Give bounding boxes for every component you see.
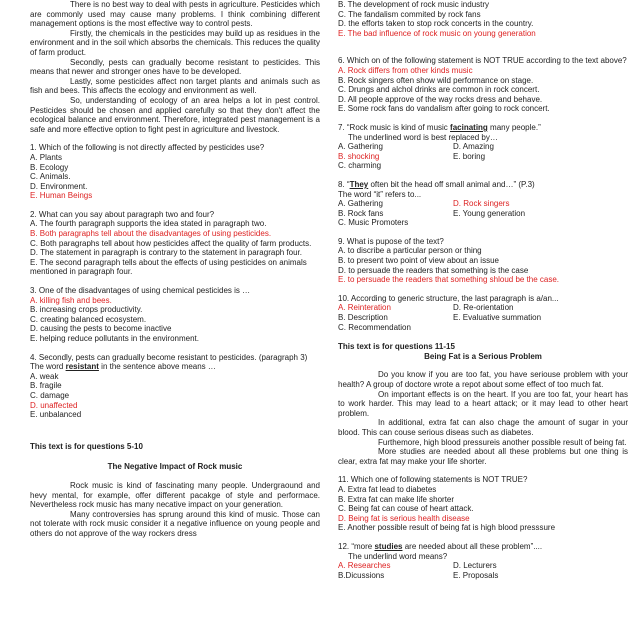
option-c: C. Music Promoters xyxy=(338,218,409,228)
question-stem-2: The underlined word is best replaced by… xyxy=(348,132,498,142)
options-row xyxy=(338,561,628,571)
option-c: C. Both paragraphs tell about how pesticides affect the quality of farm products. xyxy=(30,238,312,248)
intro-paragraph-2: Firstly, the chemicals in the pesticides may build up as residues in the environment and in the soil which absorbs the chemicals. This reduces the quality of farm product. xyxy=(30,28,320,57)
option-b: B. The development of rock music industry xyxy=(338,0,490,9)
option-a: A. to discribe a particular person or thing xyxy=(338,246,482,256)
intro-paragraph-3: Secondly, pests can gradually become resistant to pesticides. This means that newer and stronger ones have to be developed. xyxy=(30,57,320,77)
rock-paragraph-2: Many controversies has sprung around this kind of music. Those can not tolerate with rock music consider it a negative influence on young people and others do not approve of the way rockers dress xyxy=(30,509,320,538)
options-row xyxy=(338,199,628,209)
option-e-answer: E. Human Beings xyxy=(30,191,93,201)
options-row xyxy=(338,152,628,162)
option-a: A. Gathering xyxy=(338,199,383,209)
option-a-answer: A. Researches xyxy=(338,561,391,571)
option-a: A. The fourth paragraph supports the idea stated in paragraph two. xyxy=(30,219,267,229)
option-d: D. All people approve of the way rocks dress and behave. xyxy=(338,94,543,104)
rock-paragraph-1: Rock music is kind of fascinating many people. Undergraound and hevy mental, for example, offer different pacakge of style and performace. Nevertheless rock music has many necative impact on your generation. xyxy=(30,480,320,510)
question-stem-2: The word “it” refers to... xyxy=(338,189,422,199)
question-stem xyxy=(338,180,628,190)
question-3 xyxy=(30,286,320,344)
question-stem xyxy=(338,123,628,133)
option-b: B. increasing crops productivity. xyxy=(30,305,143,315)
option-b-answer: B. Both paragraphs tell about the disadvantages of using pesticides. xyxy=(30,229,272,239)
option-c: C. The fandalism commited by rock fans xyxy=(338,9,481,19)
fat-paragraph-5: More studies are needed about all these problems but one thing is clear, extra fat may make your life shorter. xyxy=(338,447,628,466)
stem-text: are needed about all these problem”.... xyxy=(402,541,543,551)
option-d: D. Environment. xyxy=(30,181,88,191)
question-10 xyxy=(338,294,628,332)
option-b: B. to present two point of view about an issue xyxy=(338,256,499,266)
options-row xyxy=(338,142,628,152)
question-8 xyxy=(338,180,628,228)
option-e: E. Evaluative summation xyxy=(453,313,542,323)
intro-paragraph-4: Lastly, some pesticides affect non target plants and animals such as fish and bees. This affects the ecology and environment as well. xyxy=(30,76,320,96)
option-d: D. the efforts taken to stop rock concerts in the country. xyxy=(338,19,534,29)
question-stem: 9. What is pupose of the text? xyxy=(338,236,444,246)
question-stem: 2. What can you say about paragraph two and four? xyxy=(30,209,215,219)
right-column xyxy=(338,0,628,580)
stem-text: 12. “more xyxy=(338,541,375,551)
option-a-answer: A. Rock differs from other kinds music xyxy=(338,65,473,75)
question-stem: 10. According to generic structure, the last paragraph is a/an... xyxy=(338,293,559,303)
option-d: D. Lecturers xyxy=(453,561,497,571)
option-d-answer: D. Rock singers xyxy=(453,199,510,209)
option-c: C. charming xyxy=(338,161,382,171)
option-d: D. Re-orientation xyxy=(453,303,514,313)
options-row xyxy=(338,571,628,581)
section-title: This text is for questions 11-15 xyxy=(338,342,455,352)
question-stem: 1. Which of the following is not directly affected by pesticides use? xyxy=(30,143,265,153)
fat-paragraph-2: On important effects is on the heart. If you are too fat, your heart has to work harder. This may lead to a heart attack; or it may lead to other heart problem. xyxy=(338,389,628,418)
question-4 xyxy=(30,353,320,420)
option-b: B. Rock fans xyxy=(338,208,384,218)
option-b: B. Rock singers often show wild performance on stage. xyxy=(338,75,534,85)
stem-text: in the sentence above means … xyxy=(98,362,216,372)
text-title: Being Fat is a Serious Problem xyxy=(424,351,542,361)
question-stem-2 xyxy=(30,362,320,372)
option-e: E. Some rock fans do vandalism after going to rock concert. xyxy=(338,104,550,114)
fat-paragraph-3: In additional, extra fat can also chage the amount of sugar in your blood. This can couse serious diseas such as diabetes. xyxy=(338,418,628,437)
intro-paragraph-5: So, understanding of ecology of an area helps a lot in pest control. Pesticides should be chosen and applied carefully so that they don't affect the ecological balance and environment. Therefore, integrated pest management is a safe and more effective option to fight pest in agriculture and livestock. xyxy=(30,95,320,134)
option-b: B.Dicussions xyxy=(338,570,385,580)
question-2 xyxy=(30,210,320,277)
stem-text: 8. “ xyxy=(338,179,350,189)
question-stem: 11. Which one of following statements is NOT TRUE? xyxy=(338,475,528,485)
question-6 xyxy=(338,56,628,114)
options-row xyxy=(338,218,628,228)
stem-text: The word xyxy=(30,362,66,372)
option-e: E. unbalanced xyxy=(30,410,82,420)
option-b: B. Description xyxy=(338,313,388,323)
options-row xyxy=(338,313,628,323)
option-a: A. Gathering xyxy=(338,142,383,152)
option-d: D. The statement in paragraph is contrary to the statement in paragraph four. xyxy=(30,248,303,258)
underlined-word: facinating xyxy=(450,122,488,132)
option-c: C. Drungs and alchol drinks are common in rock concert. xyxy=(338,85,540,95)
question-9 xyxy=(338,237,628,285)
option-a: A. Plants xyxy=(30,152,63,162)
fat-paragraph-1: Do you know if you are too fat, you have seriouse problem with your health? A group of doctore wrote a repot about some effect of too much fat. xyxy=(338,370,628,389)
option-e: E. The second paragraph tells about the effects of using pesticides on animals mentioned in paragraph four. xyxy=(30,257,307,277)
option-e-answer: E. The bad influence of rock music on young generation xyxy=(338,28,536,38)
option-c: C. damage xyxy=(30,390,70,400)
option-a: A. weak xyxy=(30,371,59,381)
underlined-word: resistant xyxy=(65,362,99,372)
option-b-answer: B. shocking xyxy=(338,151,380,161)
section-title: This text is for questions 5-10 xyxy=(30,441,143,451)
options-row xyxy=(338,303,628,313)
question-11 xyxy=(338,475,628,533)
option-b: B. Ecology xyxy=(30,162,69,172)
options-row xyxy=(338,209,628,219)
question-stem xyxy=(338,542,628,552)
option-c: C. Being fat can couse of heart attack. xyxy=(338,504,474,514)
question-stem: 3. One of the disadvantages of using chemical pesticides is … xyxy=(30,286,251,296)
option-b: B. Extra fat can make life shorter xyxy=(338,494,455,504)
question-stem: 6. Which on of the following statement is NOT TRUE according to the text above? xyxy=(338,56,627,66)
text-title: The Negative Impact of Rock music xyxy=(107,462,243,472)
left-column xyxy=(30,0,320,539)
stem-text: many people.” xyxy=(487,122,541,132)
question-stem-2: The underlind word means? xyxy=(348,551,448,561)
option-c: C. creating balanced ecosystem. xyxy=(30,314,147,324)
option-e: E. Another possible result of being fat is high blood presssure xyxy=(338,523,556,533)
option-d: D. Amazing xyxy=(453,142,494,152)
options-row xyxy=(338,323,628,333)
intro-paragraph-1: There is no best way to deal with pests in agriculture. Pesticides which are commonly used may cause many problems. I think combining different management options is the most effective way to control pests. xyxy=(30,0,320,29)
question-12 xyxy=(338,542,628,580)
underlined-word: studies xyxy=(374,541,403,551)
option-e: E. boring xyxy=(453,151,486,161)
option-e: E. Proposals xyxy=(453,570,499,580)
options-row xyxy=(338,161,628,171)
option-e-answer: E. to persuade the readers that something shloud be the case. xyxy=(338,275,560,285)
option-e: E. Young generation xyxy=(453,208,526,218)
option-a: A. Extra fat lead to diabetes xyxy=(338,484,437,494)
stem-text: often bit the head off small animal and…” (P.3) xyxy=(368,179,535,189)
option-e: E. helping reduce pollutants in the environment. xyxy=(30,334,199,343)
question-1 xyxy=(30,143,320,201)
option-a-answer: A. killing fish and bees. xyxy=(30,295,112,305)
option-d-answer: D. unaffected xyxy=(30,400,78,410)
underlined-word: They xyxy=(349,179,369,189)
question-stem: 4. Secondly, pests can gradually become resistant to pesticides. (paragraph 3) xyxy=(30,352,308,362)
option-d-answer: D. Being fat is serious health disease xyxy=(338,513,470,523)
option-c: C. Recommendation xyxy=(338,322,411,332)
question-5-tail xyxy=(338,0,628,38)
fat-paragraph-4: Furthemore, high blood pressureis another possible result of being fat. xyxy=(378,437,627,447)
question-7 xyxy=(338,123,628,171)
stem-text: 7. “Rock music is kind of music xyxy=(338,122,451,132)
option-d: D. to persuade the readers that something is the case xyxy=(338,265,529,275)
option-c: C. Animals. xyxy=(30,172,71,182)
option-b: B. fragile xyxy=(30,381,62,391)
option-a-answer: A. Reinteration xyxy=(338,303,391,313)
option-d: D. causing the pests to become inactive xyxy=(30,324,172,334)
